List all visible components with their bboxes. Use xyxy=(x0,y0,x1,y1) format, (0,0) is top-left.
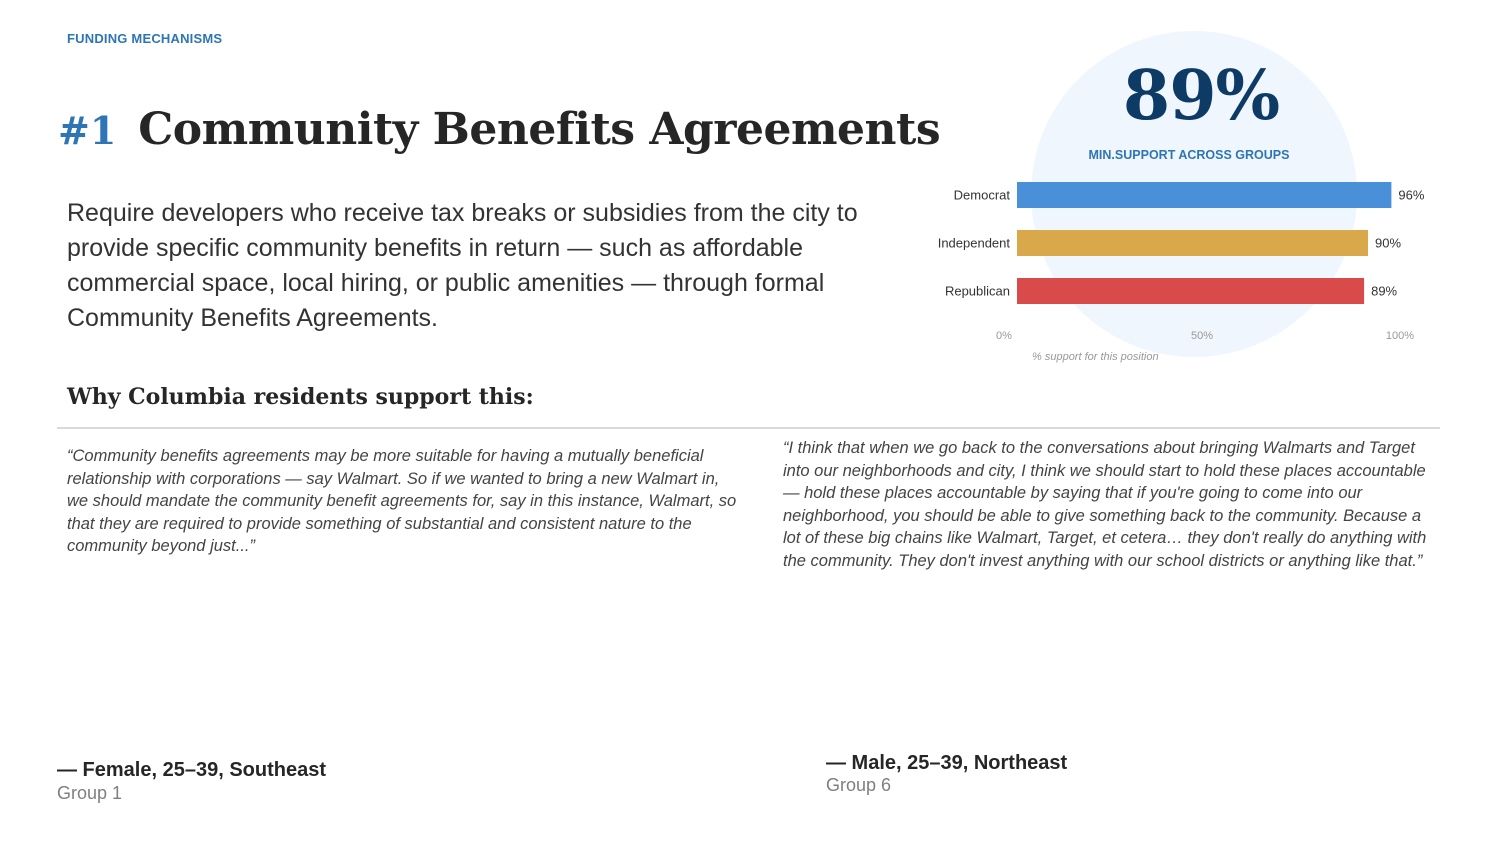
quote-2-attribution: — Male, 25–39, Northeast xyxy=(826,752,1068,774)
x-tick-label: 50% xyxy=(1190,330,1214,342)
bar-label-democrat: Democrat xyxy=(953,187,1010,203)
bar-republican xyxy=(1017,278,1364,304)
summary-value: 89% xyxy=(1122,56,1280,136)
quote-1-text: “Community benefits agreements may be more suitable for having a mutually beneficial relationship with corporations — say Walmart. So if we wanted to bring a new Walmart in, we should mandate the community benefit agreements for, say in this instance, Walmart, so that they are required to provide something of substantial and consistent nature to the community beyond just...” xyxy=(67,447,737,555)
quote-2-group: Group 6 xyxy=(826,775,892,795)
x-tick-label: 0% xyxy=(996,330,1012,342)
quote-2-text: “I think that when we go back to the conversations about bringing Walmarts and Target into our neighborhoods and city, I think we should start to hold these places accountable — hold these places accountable by saying that if you're going to come into our neighborhood, you should be able to give something back to the community. Because a lot of these big chains like Walmart, Target, et cetera… they don't really do anything with the community. They don't invest anything with our school districts or anything like that.” xyxy=(783,439,1427,570)
bar-value-democrat: 96% xyxy=(1398,187,1425,203)
section-label: FUNDING MECHANISMS xyxy=(67,31,223,46)
x-tick-label: 100% xyxy=(1385,330,1415,342)
bar-value-independent: 90% xyxy=(1375,235,1402,251)
why-heading: Why Columbia residents support this: xyxy=(67,384,534,410)
summary-label: MIN.SUPPORT ACROSS GROUPS xyxy=(1088,148,1290,162)
bar-label-independent: Independent xyxy=(937,235,1010,251)
bar-label-republican: Republican xyxy=(944,283,1010,299)
bar-value-republican: 89% xyxy=(1371,283,1398,299)
page-title: Community Benefits Agreements xyxy=(138,104,941,155)
chart-caption: % support for this position xyxy=(1032,351,1159,363)
rank-number: #1 xyxy=(58,108,117,153)
quote-1-group: Group 1 xyxy=(57,783,123,803)
policy-description: Require developers who receive tax breaks or subsidies from the city to provide specific community benefits in return — such as affordable commercial space, local hiring, or public amenities — through formal Community Benefits Agreements. xyxy=(67,199,858,332)
bar-democrat xyxy=(1017,182,1391,208)
bar-independent xyxy=(1017,230,1368,256)
quote-1-attribution: — Female, 25–39, Southeast xyxy=(57,759,327,781)
